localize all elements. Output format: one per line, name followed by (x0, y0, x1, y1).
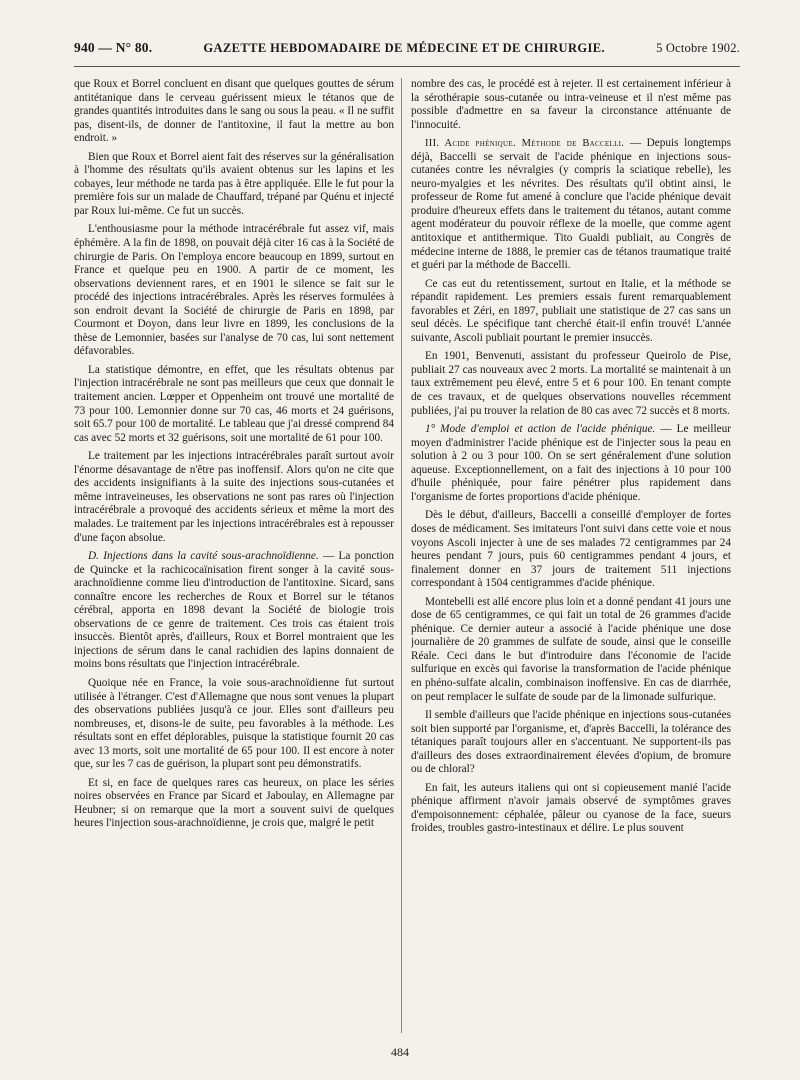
section-heading: III. Acide phénique. Méthode de Baccelli. (425, 138, 625, 150)
issue-date: 5 Octobre 1902. (656, 41, 740, 55)
column-divider (401, 78, 402, 1033)
paragraph-body: — Le meilleur moyen d'administrer l'acide phénique est de l'injecter sous la peau en solution à 2 ou 3 pour 100. On se sert généralement d'une solution aqueuse. Exceptionnellement, on a fait des injections à 10 pour 100 d'huile phéniquée, pour faire pénétrer plus rapidement dans l'organisme de fortes proportions d'acide phénique. (411, 423, 731, 503)
paragraph: Montebelli est allé encore plus loin et a donné pendant 41 jours une dose de 65 centigrammes, ce qui fait un total de 26 grammes d'acide phénique. Ce dernier auteur a associé à l'acide phénique une dose journalière de 20 grammes de sulfate de soude, ainsi que le conseille Réale. Ceci dans le but d'introduire dans l'économie de l'acide sulfurique en excès qui favorise la transformation de l'acide phénique en phéno-sulfate alcalin, combinaison inoffensive. En cas de diarrhée, on peut remplacer le sulfate de soude par de la limonade sulfurique. (411, 595, 731, 703)
paragraph (74, 550, 394, 672)
paragraph-body: — La ponction de Quincke et la rachicocaïnisation firent songer à la cavité sous-arachnoïdienne comme lieu d'introduction de l'antitoxine. Sicard, sans connaître encore les recherches de Roux et Borrel sur le tétanos cérébral, apporta en 1898 devant la Société de biologie trois observations de ce genre de traitement. Ces trois cas étaient trois insuccès. Bientôt après, d'ailleurs, Roux et Borrel montraient que les injections de sérum dans le canal rachidien des lapins donnaient de moins bons résultats que l'injection intracérébrale. (74, 550, 394, 671)
subsection-heading: 1° Mode d'emploi et action de l'acide phénique. (425, 423, 656, 436)
paragraph: Quoique née en France, la voie sous-arachnoïdienne fut surtout utilisée à l'étranger. C'est d'Allemagne que nous sont venues la plupart des observations publiées jusqu'à ce jour. Elles sont d'ailleurs peu nombreuses, et, disons-le de suite, peu favorables à la méthode. Les résultats sont en effet déplorables, puisque la statistique fournit 20 cas avec 13 morts, soit une mortalité de 65 pour 100. Il est encore à noter que, sur les 7 cas de guérison, la plupart sont peu démonstratifs. (74, 676, 394, 771)
header-folio: 940 — N° 80. (74, 40, 153, 55)
paragraph: nombre des cas, le procédé est à rejeter. Il est certainement inférieur à la sérothérapie sous-cutanée ou intra-veineuse et il n'est même pas possible d'admettre en sa faveur la circonstance atténuante de l'innocuité. (411, 78, 731, 131)
paragraph: Ce cas eut du retentissement, surtout en Italie, et la méthode se répandit rapidement. Les premiers essais furent remarquablement favorables et Zéri, en 1897, publiait une statistique de 27 cas sans un seul décès. Le spécifique tant cherché était-il enfin trouvé! L'année suivante, Ascoli publiait pourtant le premier insuccès. (411, 277, 731, 344)
left-column (74, 78, 394, 1038)
paragraph (411, 423, 731, 504)
paragraph: L'enthousiasme pour la méthode intracérébrale fut assez vif, mais éphémère. A la fin de 1898, on pouvait déjà citer 16 cas à la Société de chirurgie de Paris. On l'employa encore beaucoup en 1899, surtout en France et quelque peu en 1900. A partir de ce moment, les observations deviennent rares, et en 1901 le silence se fait sur le procédé des injections intracérébrales. Après les réserves formulées à son endroit devant la Société de chirurgie de Paris en 1898, par Courmont et Doyon, dans leur livre en 1899, les conclusions de la thèse de Lemonnier, basées sur l'analyse de 70 cas, lui sont nettement défavorables. (74, 223, 394, 358)
paragraph (411, 137, 731, 272)
paragraph: La statistique démontre, en effet, que les résultats obtenus par l'injection intracérébrale ne sont pas meilleurs que ceux que donnait le traitement ancien. Lœpper et Oppenheim ont trouvé une mortalité de 73 pour 100. Lemonnier donne sur 70 cas, 46 morts et 24 guérisons, soit 65.7 pour 100 de mortalité. Le tableau que j'ai dressé comprend 84 cas avec 52 morts et 32 guérisons, soit une mortalité de 61 pour 100. (74, 363, 394, 444)
paragraph: En 1901, Benvenuti, assistant du professeur Queirolo de Pise, publiait 27 cas nouveaux avec 2 morts. La mortalité se maintenait à un taux extrêmement peu élevé, entre 5 et 6 pour 100. En tenant compte de ces travaux, et de quelques observations nouvelles récemment publiées, j'ai pu trouver la relation de 80 cas avec 72 succès et 8 morts. (411, 350, 731, 417)
paragraph-body: — Depuis longtemps déjà, Baccelli se servait de l'acide phénique en injections sous-cutanées contre les névralgies (y compris la sciatique rebelle), les neuro-myalgies et les névrites. Des résultats qu'il obtint ainsi, le professeur de Rome fut amené à conclure que l'acide phénique devait produire d'heureux effets dans le traitement du tétanos, autant comme agent modérateur du pouvoir réflexe de la moelle, que comme agent antitoxique et antithermique. Tito Gualdi publiait, au Congrès de médecine interne de 1888, le premier cas de tétanos traumatique traité et guéri par la méthode de Baccelli. (411, 137, 731, 272)
paragraph: Le traitement par les injections intracérébrales paraît surtout avoir l'énorme désavantage de n'être pas inoffensif. Alors qu'on ne cite que des accidents insignifiants à la suite des injections sous-cutanées et même intraveineuses, les observations ne sont pas rares où l'injection intracérébrale a provoqué des accidents sérieux et même la mort des malades. Le traitement par les injections intracérébrales est à repousser d'une façon absolue. (74, 450, 394, 544)
page-number: 484 (391, 1045, 409, 1059)
journal-title: GAZETTE HEBDOMADAIRE DE MÉDECINE ET DE CHIRURGIE. (203, 41, 606, 55)
paragraph: Il semble d'ailleurs que l'acide phénique en injections sous-cutanées soit bien supporté par l'organisme, et, d'après Baccelli, la tolérance des tétaniques paraît toujours aller en s'accentuant. Ne supportent-ils pas d'ailleurs des doses extraordinairement élevées d'opium, de bromure ou de chloral? (411, 709, 731, 776)
running-header (74, 40, 740, 67)
paragraph: En fait, les auteurs italiens qui ont si copieusement manié l'acide phénique affirment n'avoir jamais observé de symptômes graves d'empoisonnement: céphalée, pâleur ou cyanose de la face, sueurs froides, troubles gastro-intestinaux et délire. Le plus souvent (411, 781, 731, 835)
right-column (411, 78, 731, 1038)
paragraph: Dès le début, d'ailleurs, Baccelli a conseillé d'employer de fortes doses de médicament. Ses imitateurs l'ont suivi dans cette voie et nous voyons Ascoli injecter à une de ses malades 72 centigrammes par 24 heures pendant 7 jours, puis 60 centigrammes pendant 4 jours, et finalement donner en 37 jours de traitement 511 injections correspondant à 1504 centigrammes d'acide phénique. (411, 509, 731, 590)
paragraph: Bien que Roux et Borrel aient fait des réserves sur la généralisation à l'homme des résultats qu'ils avaient obtenus sur les lapins et les cobayes, leur méthode ne tarda pas à être appliquée. Elle le fut pour la première fois sur un malade de Chauffard, trépané par Quénu et injecté par Roux lui-même. Ce fut un succès. (74, 150, 394, 217)
section-heading: D. Injections dans la cavité sous-arachnoïdienne. (88, 550, 319, 563)
paragraph: Et si, en face de quelques rares cas heureux, on place les séries noires observées en France par Sicard et Jaboulay, en Allemagne par Heubner; si on remarque que la mort a souvent suivi de quelques heures l'injection sous-arachnoïdienne, je crois que, malgré le petit (74, 776, 394, 830)
paragraph: que Roux et Borrel concluent en disant que quelques gouttes de sérum antitétanique dans le cerveau guérissent mieux le tétanos que de grandes quantités introduites dans le sang ou sous la peau. « Il ne suffit pas, disent-ils, de donner de l'antitoxine, il faut la mettre au bon endroit. » (74, 78, 394, 145)
